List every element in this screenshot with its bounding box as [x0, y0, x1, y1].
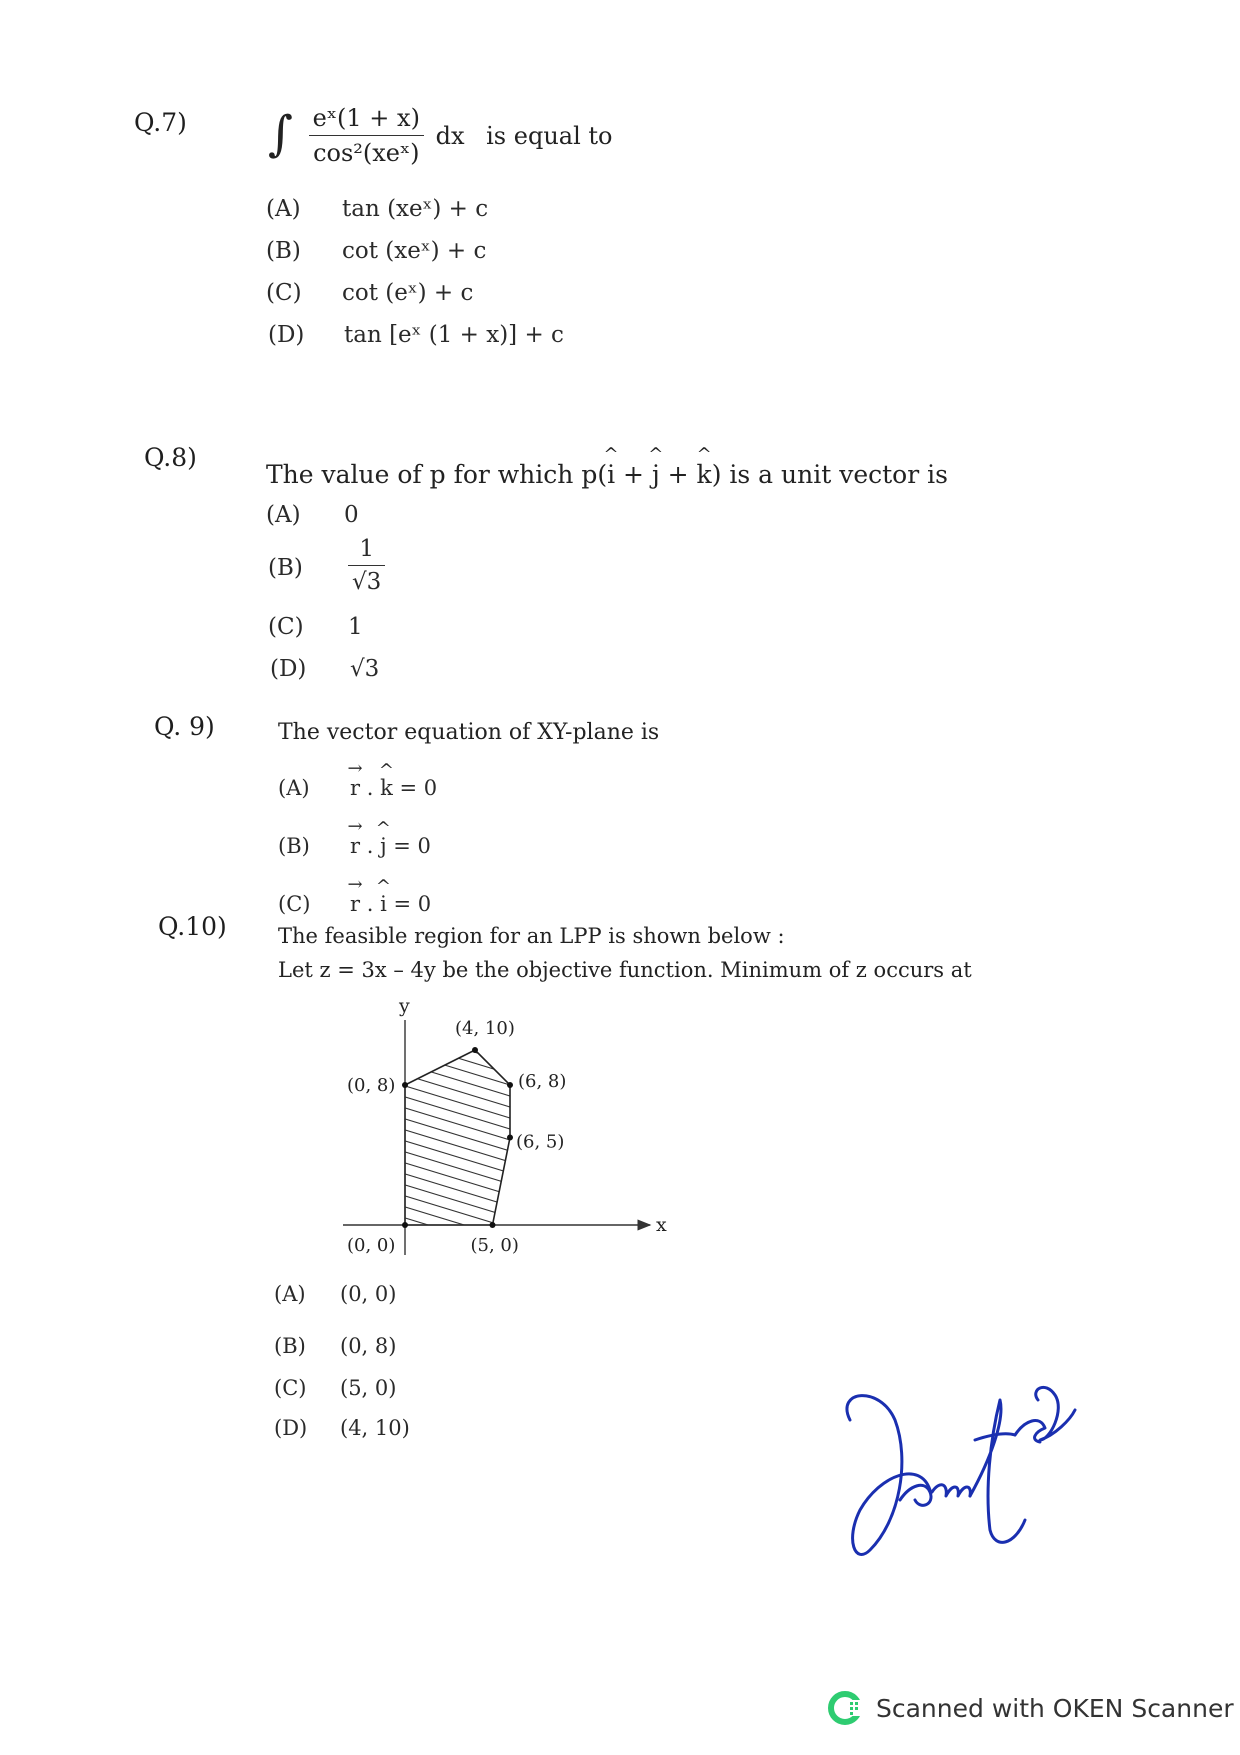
hatch-line — [330, 1272, 690, 1280]
hatch-line — [330, 990, 690, 997]
q9-option-a-expr: → r . ^ k = 0 — [350, 776, 437, 800]
k-hat: ^ k — [697, 460, 712, 489]
q7-option-a-text: tan (xeˣ) + c — [342, 196, 489, 222]
x-axis-label: x — [656, 1214, 667, 1236]
q7-option-a-label: (A) — [266, 196, 301, 222]
q8-prompt — [266, 460, 948, 489]
q10-option-b-text: (0, 8) — [340, 1334, 397, 1358]
q8-option-b-numerator: 1 — [359, 536, 374, 562]
q10-option-a-text: (0, 0) — [340, 1282, 397, 1306]
q8-plus-2: + — [659, 460, 697, 489]
r-vector: → r — [350, 834, 360, 858]
q8-option-a-text: 0 — [344, 502, 359, 528]
i-hat: ^ i — [607, 460, 615, 489]
q8-option-a-label: (A) — [266, 502, 301, 528]
q10-option-d-label: (D) — [274, 1416, 308, 1440]
vertex-label: (6, 8) — [518, 1071, 567, 1092]
q7-numerator: eˣ(1 + x) — [312, 104, 420, 132]
q9-option-b-label: (B) — [278, 834, 310, 858]
vertex-point — [507, 1082, 513, 1088]
vertex-point — [490, 1222, 496, 1228]
r-vector: → r — [350, 892, 360, 916]
q7-option-c-label: (C) — [266, 280, 302, 306]
feasible-region-chart — [330, 990, 690, 1280]
q9-number: Q. 9) — [154, 712, 215, 741]
q9-option-b-rest: = 0 — [393, 834, 431, 858]
q10-option-d-text: (4, 10) — [340, 1416, 410, 1440]
k-hat: ^ k — [380, 776, 393, 800]
vertex-point — [402, 1222, 408, 1228]
vertex-point — [472, 1047, 478, 1053]
vertex-point — [507, 1135, 513, 1141]
q10-number: Q.10) — [158, 912, 227, 941]
j-hat: ^ j — [652, 460, 660, 489]
q8-option-d-label: (D) — [270, 656, 307, 682]
q8-option-c-text: 1 — [348, 614, 363, 640]
q10-option-a-label: (A) — [274, 1282, 306, 1306]
q7-option-b-label: (B) — [266, 238, 301, 264]
q9-option-c-rest: = 0 — [393, 892, 432, 916]
q9-option-c-label: (C) — [278, 892, 311, 916]
q10-option-c-label: (C) — [274, 1376, 307, 1400]
q7-fraction — [309, 104, 424, 167]
q10-option-c-text: (5, 0) — [340, 1376, 397, 1400]
q8-option-b-fraction — [348, 536, 385, 595]
hatch-line — [330, 1261, 690, 1280]
q7-option-d-label: (D) — [268, 322, 305, 348]
q9-option-a-rest: = 0 — [399, 776, 438, 800]
origin-label: (0, 0) — [347, 1235, 396, 1256]
feasible-region — [405, 1050, 510, 1225]
hatch-line — [330, 990, 690, 1019]
handwritten-signature — [840, 1380, 1080, 1570]
q8-prompt-start: The value of p for which p( — [266, 460, 608, 489]
q9-option-b-expr: → r . ^ j = 0 — [350, 834, 431, 858]
r-vector: → r — [350, 776, 360, 800]
q7-option-b-text: cot (xeˣ) + c — [342, 238, 487, 264]
q7-differential: dx — [435, 121, 465, 150]
hatch-line — [330, 1184, 690, 1280]
vertex-point — [402, 1082, 408, 1088]
integral-sign: ∫ — [268, 105, 294, 162]
q8-option-c-label: (C) — [268, 614, 304, 640]
q7-integral-expression — [268, 104, 612, 167]
scanner-footer-text: Scanned with OKEN Scanner — [876, 1694, 1234, 1723]
hatch-line — [330, 990, 690, 1008]
q9-option-a-label: (A) — [278, 776, 310, 800]
q8-prompt-end: ) is a unit vector is — [711, 460, 948, 489]
vertex-label: (6, 5) — [516, 1131, 565, 1153]
q7-option-c-text: cot (eˣ) + c — [342, 280, 474, 306]
scanner-logo-icon — [828, 1690, 864, 1726]
hatch-line — [330, 1129, 690, 1239]
q8-number: Q.8) — [144, 443, 197, 472]
q9-option-c-expr: → r . ^ i = 0 — [350, 892, 431, 916]
q7-number: Q.7) — [134, 108, 187, 137]
q9-prompt: The vector equation of XY-plane is — [278, 720, 660, 745]
q8-option-b-label: (B) — [268, 555, 303, 581]
vertex-label: (4, 10) — [455, 1018, 515, 1039]
q8-option-d-text: √3 — [350, 656, 380, 682]
j-hat: ^ j — [380, 834, 387, 858]
q7-denominator: cos²(xeˣ) — [309, 135, 424, 167]
q10-line-2: Let z = 3x – 4y be the objective function. Minimum of z occurs at — [278, 958, 972, 982]
q8-option-b-denominator: √3 — [348, 565, 385, 595]
q8-plus-1: + — [615, 460, 652, 489]
i-hat: ^ i — [380, 892, 387, 916]
q10-option-b-label: (B) — [274, 1334, 306, 1358]
vertex-label: (5, 0) — [470, 1235, 519, 1256]
hatch-line — [330, 1173, 690, 1280]
q10-line-1: The feasible region for an LPP is shown below : — [278, 924, 785, 948]
y-axis-label: y — [399, 995, 410, 1017]
vertex-label: (0, 8) — [347, 1075, 396, 1096]
hatch-line — [330, 1140, 690, 1250]
q7-prompt-tail: is equal to — [486, 121, 613, 150]
q7-option-d-text: tan [eˣ (1 + x)] + c — [344, 322, 564, 348]
